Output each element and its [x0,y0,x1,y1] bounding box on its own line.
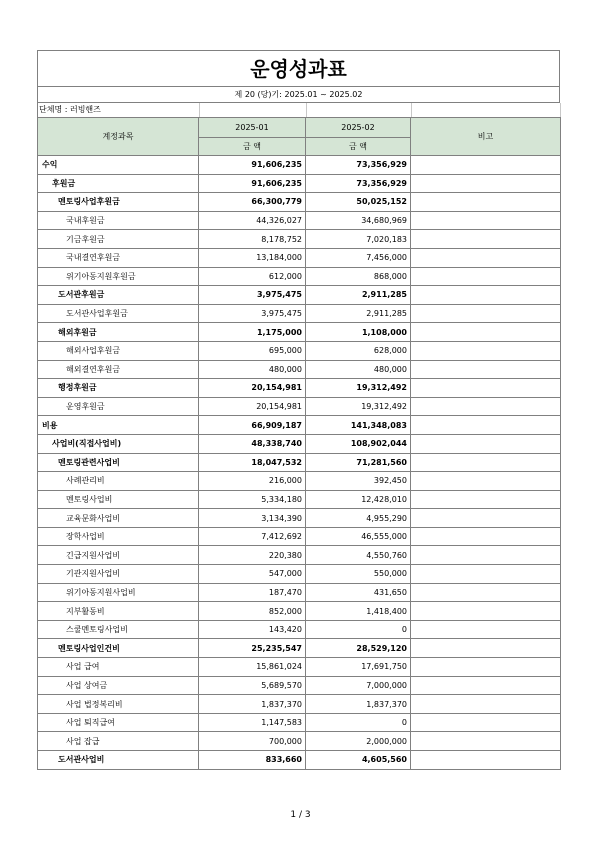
amount-2025-01-cell: 3,975,475 [199,286,306,305]
table-row [38,527,561,546]
note-cell [411,509,561,528]
account-cell: 스쿨멘토링사업비 [38,620,199,639]
amount-2025-02-cell: 73,356,929 [306,174,411,193]
header-period-2: 2025-02 [306,118,411,138]
amount-2025-01-cell: 13,184,000 [199,248,306,267]
note-cell [411,267,561,286]
amount-2025-02-cell: 0 [306,713,411,732]
amount-2025-01-cell: 3,975,475 [199,304,306,323]
account-cell: 사업 퇴직급여 [38,713,199,732]
account-cell: 해외사업후원금 [38,341,199,360]
amount-2025-01-cell: 25,235,547 [199,639,306,658]
note-cell [411,732,561,751]
amount-2025-02-cell: 19,312,492 [306,397,411,416]
amount-2025-01-cell: 1,175,000 [199,323,306,342]
amount-2025-02-cell: 4,550,760 [306,546,411,565]
amount-2025-02-cell: 480,000 [306,360,411,379]
amount-2025-01-cell: 695,000 [199,341,306,360]
table-row [38,509,561,528]
amount-2025-01-cell: 66,300,779 [199,193,306,212]
table-row [38,602,561,621]
amount-2025-01-cell: 91,606,235 [199,156,306,175]
note-cell [411,546,561,565]
table-row [38,565,561,584]
account-cell: 긴급지원사업비 [38,546,199,565]
amount-2025-02-cell: 73,356,929 [306,156,411,175]
amount-2025-01-cell: 66,909,187 [199,416,306,435]
account-cell: 국내후원금 [38,211,199,230]
operating-results-table [37,117,561,770]
note-cell [411,211,561,230]
table-row [38,230,561,249]
amount-2025-01-cell: 612,000 [199,267,306,286]
amount-2025-01-cell: 91,606,235 [199,174,306,193]
note-cell [411,472,561,491]
account-cell: 사례관리비 [38,472,199,491]
account-cell: 비용 [38,416,199,435]
amount-2025-02-cell: 1,837,370 [306,695,411,714]
amount-2025-01-cell: 480,000 [199,360,306,379]
amount-2025-01-cell: 833,660 [199,751,306,770]
table-row [38,472,561,491]
note-cell [411,565,561,584]
note-cell [411,527,561,546]
amount-2025-02-cell: 28,529,120 [306,639,411,658]
amount-2025-01-cell: 5,689,570 [199,676,306,695]
note-cell [411,490,561,509]
note-cell [411,193,561,212]
amount-2025-01-cell: 852,000 [199,602,306,621]
account-cell: 해외후원금 [38,323,199,342]
account-cell: 장학사업비 [38,527,199,546]
amount-2025-02-cell: 628,000 [306,341,411,360]
account-cell: 멘토링관련사업비 [38,453,199,472]
note-cell [411,676,561,695]
note-cell [411,341,561,360]
table-row [38,416,561,435]
amount-2025-01-cell: 3,134,390 [199,509,306,528]
amount-2025-01-cell: 5,334,180 [199,490,306,509]
note-cell [411,639,561,658]
account-cell: 기금후원금 [38,230,199,249]
account-cell: 위기아동지원사업비 [38,583,199,602]
report-title: 운영성과표 [37,50,560,87]
amount-2025-01-cell: 1,837,370 [199,695,306,714]
table-row [38,174,561,193]
note-cell [411,695,561,714]
table-row [38,713,561,732]
amount-2025-02-cell: 392,450 [306,472,411,491]
entity-gridline [560,103,561,117]
note-cell [411,248,561,267]
header-amount-1: 금 액 [199,138,306,156]
amount-2025-01-cell: 20,154,981 [199,379,306,398]
header-period-1: 2025-01 [199,118,306,138]
amount-2025-02-cell: 19,312,492 [306,379,411,398]
amount-2025-02-cell: 550,000 [306,565,411,584]
amount-2025-01-cell: 48,338,740 [199,434,306,453]
amount-2025-01-cell: 220,380 [199,546,306,565]
table-row [38,620,561,639]
account-cell: 사업 상여금 [38,676,199,695]
header-account: 계정과목 [38,118,199,156]
note-cell [411,434,561,453]
entity-gridline [199,103,200,117]
amount-2025-01-cell: 44,326,027 [199,211,306,230]
amount-2025-02-cell: 7,456,000 [306,248,411,267]
account-cell: 후원금 [38,174,199,193]
amount-2025-02-cell: 46,555,000 [306,527,411,546]
amount-2025-02-cell: 50,025,152 [306,193,411,212]
account-cell: 멘토링사업비 [38,490,199,509]
table-row [38,751,561,770]
amount-2025-01-cell: 8,178,752 [199,230,306,249]
account-cell: 해외결연후원금 [38,360,199,379]
amount-2025-02-cell: 2,000,000 [306,732,411,751]
amount-2025-02-cell: 7,020,183 [306,230,411,249]
amount-2025-01-cell: 700,000 [199,732,306,751]
table-row [38,583,561,602]
table-body [38,156,561,770]
amount-2025-02-cell: 1,108,000 [306,323,411,342]
amount-2025-02-cell: 2,911,285 [306,304,411,323]
table-row [38,304,561,323]
account-cell: 지부활동비 [38,602,199,621]
amount-2025-01-cell: 216,000 [199,472,306,491]
note-cell [411,156,561,175]
table-row [38,695,561,714]
amount-2025-02-cell: 1,418,400 [306,602,411,621]
note-cell [411,397,561,416]
note-cell [411,583,561,602]
amount-2025-02-cell: 7,000,000 [306,676,411,695]
table-row [38,434,561,453]
header-note: 비고 [411,118,561,156]
account-cell: 도서관사업비 [38,751,199,770]
account-cell: 도서관후원금 [38,286,199,305]
amount-2025-01-cell: 7,412,692 [199,527,306,546]
table-row [38,193,561,212]
account-cell: 교육문화사업비 [38,509,199,528]
account-cell: 멘토링사업후원금 [38,193,199,212]
account-cell: 사업비(직접사업비) [38,434,199,453]
amount-2025-02-cell: 17,691,750 [306,658,411,677]
table-row [38,732,561,751]
amount-2025-02-cell: 71,281,560 [306,453,411,472]
entity-gridline [411,103,412,117]
entity-name: 단체명 : 러빙핸즈 [39,105,101,114]
account-cell: 수익 [38,156,199,175]
note-cell [411,360,561,379]
table-row [38,156,561,175]
note-cell [411,620,561,639]
amount-2025-02-cell: 868,000 [306,267,411,286]
account-cell: 기관지원사업비 [38,565,199,584]
entity-gridline [306,103,307,117]
note-cell [411,323,561,342]
amount-2025-01-cell: 15,861,024 [199,658,306,677]
table-row [38,379,561,398]
table-row [38,397,561,416]
table-row [38,323,561,342]
account-cell: 행정후원금 [38,379,199,398]
amount-2025-01-cell: 143,420 [199,620,306,639]
note-cell [411,416,561,435]
amount-2025-01-cell: 1,147,583 [199,713,306,732]
note-cell [411,230,561,249]
account-cell: 도서관사업후원금 [38,304,199,323]
account-cell: 사업 법정복리비 [38,695,199,714]
account-cell: 멘토링사업인건비 [38,639,199,658]
header-amount-2: 금 액 [306,138,411,156]
table-row [38,211,561,230]
note-cell [411,713,561,732]
table-row [38,267,561,286]
amount-2025-01-cell: 187,470 [199,583,306,602]
amount-2025-02-cell: 2,911,285 [306,286,411,305]
amount-2025-02-cell: 12,428,010 [306,490,411,509]
table-row [38,639,561,658]
note-cell [411,286,561,305]
note-cell [411,304,561,323]
note-cell [411,751,561,770]
note-cell [411,453,561,472]
account-cell: 국내결연후원금 [38,248,199,267]
amount-2025-02-cell: 4,605,560 [306,751,411,770]
entity-name-row [37,103,560,117]
account-cell: 운영후원금 [38,397,199,416]
page-number: 1 / 3 [290,810,311,820]
table-row [38,360,561,379]
amount-2025-02-cell: 4,955,290 [306,509,411,528]
table-row [38,658,561,677]
amount-2025-01-cell: 20,154,981 [199,397,306,416]
note-cell [411,658,561,677]
amount-2025-01-cell: 547,000 [199,565,306,584]
account-cell: 사업 잡급 [38,732,199,751]
table-row [38,341,561,360]
note-cell [411,174,561,193]
amount-2025-02-cell: 34,680,969 [306,211,411,230]
amount-2025-02-cell: 431,650 [306,583,411,602]
note-cell [411,379,561,398]
report-period: 제 20 (당)기: 2025.01 ~ 2025.02 [37,87,560,103]
table-row [38,286,561,305]
table-row [38,676,561,695]
table-row [38,248,561,267]
financial-report-sheet [37,50,560,770]
table-row [38,490,561,509]
amount-2025-02-cell: 108,902,044 [306,434,411,453]
amount-2025-02-cell: 141,348,083 [306,416,411,435]
table-row [38,546,561,565]
amount-2025-02-cell: 0 [306,620,411,639]
note-cell [411,602,561,621]
amount-2025-01-cell: 18,047,532 [199,453,306,472]
table-row [38,453,561,472]
account-cell: 위기아동지원후원금 [38,267,199,286]
account-cell: 사업 급여 [38,658,199,677]
